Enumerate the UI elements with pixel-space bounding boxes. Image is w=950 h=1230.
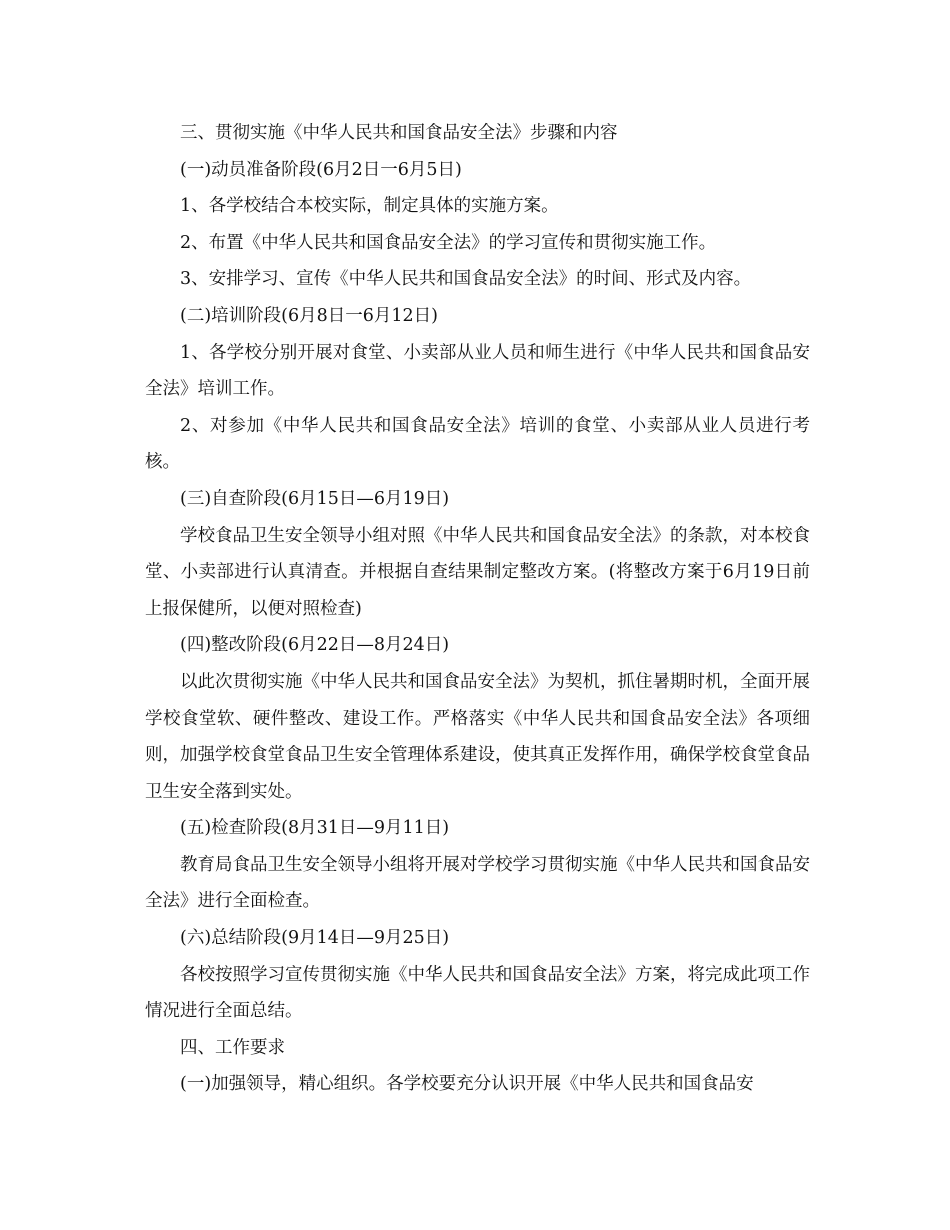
paragraph: (一)加强领导，精心组织。各学校要充分认识开展《中华人民共和国食品安: [180, 1074, 754, 1095]
section-heading-steps: 三、贯彻实施《中华人民共和国食品安全法》步骤和内容: [180, 123, 618, 143]
phase-heading-summary: (六)总结阶段(9月14日—9月25日): [180, 928, 450, 949]
section-heading-requirements: 四、工作要求: [180, 1037, 285, 1058]
paragraph: 学校食品卫生安全领导小组对照《中华人民共和国食品安全法》的条款，对本校食堂、小卖部进行认真清查。并根据自查结果制定整改方案。(将整改方案于6月19日前上报保健所，以便对照检查): [145, 525, 810, 619]
phase-heading-training: (二)培训阶段(6月8日一6月12日): [180, 305, 438, 326]
phase-heading-rectification: (四)整改阶段(6月22日—8月24日): [180, 635, 450, 656]
phase-heading-self-check: (三)自查阶段(6月15日—6月19日): [180, 488, 450, 509]
document-body: [145, 115, 810, 1103]
paragraph: 1、各学校结合本校实际，制定具体的实施方案。: [180, 196, 559, 217]
paragraph: 以此次贯彻实施《中华人民共和国食品安全法》为契机，抓住暑期时机，全面开展学校食堂软、硬件整改、建设工作。严格落实《中华人民共和国食品安全法》各项细则，加强学校食堂食品卫生安全管理体系建设，使其真正发挥作用，确保学校食堂食品卫生安全落到实处。: [145, 671, 810, 802]
phase-heading-inspection: (五)检查阶段(8月31日—9月11日): [180, 818, 450, 839]
paragraph: 各校按照学习宣传贯彻实施《中华人民共和国食品安全法》方案，将完成此项工作情况进行全面总结。: [145, 964, 810, 1022]
paragraph: 2、布置《中华人民共和国食品安全法》的学习宣传和贯彻实施工作。: [180, 232, 717, 253]
paragraph: 2、对参加《中华人民共和国食品安全法》培训的食堂、小卖部从业人员进行考核。: [145, 415, 810, 473]
paragraph: 教育局食品卫生安全领导小组将开展对学校学习贯彻实施《中华人民共和国食品安全法》进行全面检查。: [145, 854, 810, 912]
paragraph: 1、各学校分别开展对食堂、小卖部从业人员和师生进行《中华人民共和国食品安全法》培训工作。: [145, 342, 810, 400]
paragraph: 3、安排学习、宣传《中华人民共和国食品安全法》的时间、形式及内容。: [180, 269, 752, 290]
phase-heading-mobilization: (一)动员准备阶段(6月2日一6月5日): [180, 159, 462, 180]
